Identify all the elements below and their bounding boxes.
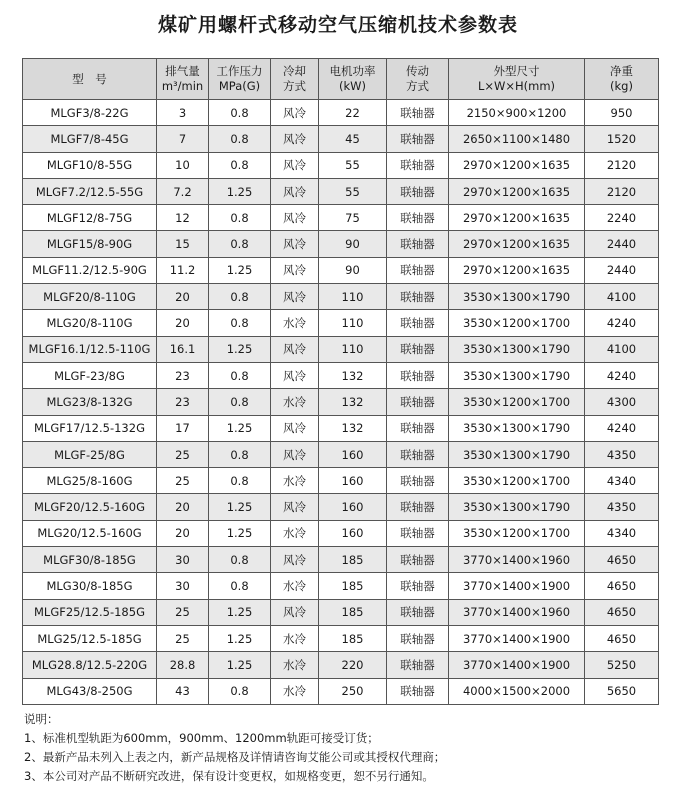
cell-pressure: 0.8 bbox=[209, 284, 271, 310]
cell-pressure: 0.8 bbox=[209, 468, 271, 494]
cell-drive: 联轴器 bbox=[387, 468, 449, 494]
cell-weight: 4100 bbox=[585, 336, 659, 362]
header-unit: (kW) bbox=[338, 79, 366, 93]
cell-model: MLGF7/8-45G bbox=[23, 126, 157, 152]
cell-cooling: 风冷 bbox=[271, 178, 319, 204]
cell-weight: 5650 bbox=[585, 678, 659, 704]
cell-drive: 联轴器 bbox=[387, 178, 449, 204]
cell-dimensions: 2650×1100×1480 bbox=[449, 126, 585, 152]
cell-displacement: 20 bbox=[157, 520, 209, 546]
cell-motor-power: 90 bbox=[319, 257, 387, 283]
cell-weight: 4350 bbox=[585, 494, 659, 520]
cell-dimensions: 2970×1200×1635 bbox=[449, 205, 585, 231]
cell-cooling: 风冷 bbox=[271, 336, 319, 362]
cell-model: MLGF17/12.5-132G bbox=[23, 415, 157, 441]
page-title: 煤矿用螺杆式移动空气压缩机技术参数表 bbox=[157, 14, 518, 36]
cell-cooling: 水冷 bbox=[271, 389, 319, 415]
cell-motor-power: 75 bbox=[319, 205, 387, 231]
cell-displacement: 20 bbox=[157, 494, 209, 520]
table-row bbox=[23, 494, 659, 520]
cell-motor-power: 250 bbox=[319, 678, 387, 704]
cell-weight: 4350 bbox=[585, 441, 659, 467]
cell-drive: 联轴器 bbox=[387, 415, 449, 441]
cell-displacement: 16.1 bbox=[157, 336, 209, 362]
cell-cooling: 水冷 bbox=[271, 468, 319, 494]
cell-drive: 联轴器 bbox=[387, 336, 449, 362]
cell-pressure: 0.8 bbox=[209, 573, 271, 599]
cell-cooling: 水冷 bbox=[271, 678, 319, 704]
cell-motor-power: 160 bbox=[319, 520, 387, 546]
header-model bbox=[23, 59, 157, 100]
cell-motor-power: 160 bbox=[319, 494, 387, 520]
cell-dimensions: 3530×1200×1700 bbox=[449, 468, 585, 494]
cell-weight: 4340 bbox=[585, 520, 659, 546]
cell-pressure: 1.25 bbox=[209, 415, 271, 441]
cell-pressure: 0.8 bbox=[209, 310, 271, 336]
cell-dimensions: 3530×1200×1700 bbox=[449, 310, 585, 336]
cell-drive: 联轴器 bbox=[387, 257, 449, 283]
cell-drive: 联轴器 bbox=[387, 310, 449, 336]
spec-table bbox=[22, 58, 659, 705]
cell-displacement: 43 bbox=[157, 678, 209, 704]
table-row bbox=[23, 652, 659, 678]
cell-motor-power: 22 bbox=[319, 100, 387, 126]
table-row bbox=[23, 231, 659, 257]
cell-motor-power: 110 bbox=[319, 336, 387, 362]
cell-drive: 联轴器 bbox=[387, 231, 449, 257]
cell-motor-power: 160 bbox=[319, 468, 387, 494]
cell-dimensions: 3530×1200×1700 bbox=[449, 389, 585, 415]
cell-displacement: 30 bbox=[157, 573, 209, 599]
table-body bbox=[23, 100, 659, 705]
cell-motor-power: 132 bbox=[319, 389, 387, 415]
cell-cooling: 风冷 bbox=[271, 152, 319, 178]
cell-cooling: 水冷 bbox=[271, 520, 319, 546]
cell-pressure: 0.8 bbox=[209, 126, 271, 152]
cell-model: MLG25/12.5-185G bbox=[23, 625, 157, 651]
table-row bbox=[23, 205, 659, 231]
header-unit: (kg) bbox=[610, 79, 633, 93]
cell-pressure: 0.8 bbox=[209, 362, 271, 388]
cell-drive: 联轴器 bbox=[387, 599, 449, 625]
cell-motor-power: 90 bbox=[319, 231, 387, 257]
cell-cooling: 风冷 bbox=[271, 205, 319, 231]
table-row bbox=[23, 336, 659, 362]
cell-pressure: 1.25 bbox=[209, 652, 271, 678]
cell-drive: 联轴器 bbox=[387, 152, 449, 178]
cell-pressure: 0.8 bbox=[209, 231, 271, 257]
cell-model: MLGF10/8-55G bbox=[23, 152, 157, 178]
cell-dimensions: 4000×1500×2000 bbox=[449, 678, 585, 704]
cell-weight: 4650 bbox=[585, 573, 659, 599]
cell-model: MLGF-23/8G bbox=[23, 362, 157, 388]
header-line: 净重 bbox=[610, 64, 633, 78]
cell-motor-power: 132 bbox=[319, 415, 387, 441]
cell-drive: 联轴器 bbox=[387, 362, 449, 388]
cell-drive: 联轴器 bbox=[387, 547, 449, 573]
cell-dimensions: 3530×1300×1790 bbox=[449, 494, 585, 520]
cell-pressure: 0.8 bbox=[209, 100, 271, 126]
cell-weight: 4240 bbox=[585, 415, 659, 441]
cell-dimensions: 3530×1300×1790 bbox=[449, 415, 585, 441]
table-row bbox=[23, 389, 659, 415]
cell-dimensions: 3530×1300×1790 bbox=[449, 441, 585, 467]
table-row bbox=[23, 415, 659, 441]
cell-pressure: 1.25 bbox=[209, 178, 271, 204]
cell-pressure: 0.8 bbox=[209, 389, 271, 415]
cell-weight: 950 bbox=[585, 100, 659, 126]
cell-dimensions: 2970×1200×1635 bbox=[449, 257, 585, 283]
cell-motor-power: 185 bbox=[319, 573, 387, 599]
cell-model: MLGF3/8-22G bbox=[23, 100, 157, 126]
cell-motor-power: 220 bbox=[319, 652, 387, 678]
cell-displacement: 20 bbox=[157, 284, 209, 310]
cell-motor-power: 160 bbox=[319, 441, 387, 467]
cell-drive: 联轴器 bbox=[387, 573, 449, 599]
cell-weight: 2440 bbox=[585, 231, 659, 257]
cell-weight: 4340 bbox=[585, 468, 659, 494]
header-weight bbox=[585, 59, 659, 100]
cell-model: MLGF15/8-90G bbox=[23, 231, 157, 257]
cell-pressure: 1.25 bbox=[209, 599, 271, 625]
cell-weight: 4650 bbox=[585, 547, 659, 573]
cell-drive: 联轴器 bbox=[387, 441, 449, 467]
cell-displacement: 7 bbox=[157, 126, 209, 152]
cell-dimensions: 3770×1400×1960 bbox=[449, 599, 585, 625]
cell-pressure: 1.25 bbox=[209, 520, 271, 546]
cell-weight: 2120 bbox=[585, 178, 659, 204]
cell-cooling: 风冷 bbox=[271, 362, 319, 388]
cell-drive: 联轴器 bbox=[387, 126, 449, 152]
cell-cooling: 风冷 bbox=[271, 415, 319, 441]
table-header-row bbox=[23, 59, 659, 100]
cell-weight: 2120 bbox=[585, 152, 659, 178]
cell-displacement: 23 bbox=[157, 362, 209, 388]
table-row bbox=[23, 152, 659, 178]
cell-displacement: 28.8 bbox=[157, 652, 209, 678]
cell-weight: 2440 bbox=[585, 257, 659, 283]
cell-displacement: 25 bbox=[157, 468, 209, 494]
cell-model: MLGF25/12.5-185G bbox=[23, 599, 157, 625]
cell-model: MLGF12/8-75G bbox=[23, 205, 157, 231]
cell-drive: 联轴器 bbox=[387, 625, 449, 651]
table-row bbox=[23, 257, 659, 283]
cell-displacement: 25 bbox=[157, 441, 209, 467]
header-cooling bbox=[271, 59, 319, 100]
cell-cooling: 风冷 bbox=[271, 599, 319, 625]
cell-drive: 联轴器 bbox=[387, 520, 449, 546]
cell-cooling: 风冷 bbox=[271, 231, 319, 257]
cell-pressure: 1.25 bbox=[209, 336, 271, 362]
cell-model: MLG28.8/12.5-220G bbox=[23, 652, 157, 678]
cell-displacement: 25 bbox=[157, 625, 209, 651]
cell-dimensions: 2150×900×1200 bbox=[449, 100, 585, 126]
cell-motor-power: 45 bbox=[319, 126, 387, 152]
cell-motor-power: 110 bbox=[319, 284, 387, 310]
cell-motor-power: 55 bbox=[319, 178, 387, 204]
table-row bbox=[23, 126, 659, 152]
cell-cooling: 风冷 bbox=[271, 547, 319, 573]
note-item: 3、本公司对产品不断研究改进，保有设计变更权，如规格变更，恕不另行通知。 bbox=[24, 769, 434, 783]
cell-dimensions: 3530×1300×1790 bbox=[449, 284, 585, 310]
header-line: 外型尺寸 bbox=[493, 64, 540, 78]
cell-motor-power: 110 bbox=[319, 310, 387, 336]
table-row bbox=[23, 310, 659, 336]
cell-cooling: 水冷 bbox=[271, 573, 319, 599]
table-row bbox=[23, 678, 659, 704]
header-line: 工作压力 bbox=[216, 64, 263, 78]
note-item: 1、标准机型轨距为600mm，900mm、1200mm轨距可接受订货； bbox=[24, 731, 379, 745]
cell-pressure: 1.25 bbox=[209, 494, 271, 520]
cell-cooling: 风冷 bbox=[271, 126, 319, 152]
table-row bbox=[23, 468, 659, 494]
table-row bbox=[23, 599, 659, 625]
cell-displacement: 30 bbox=[157, 547, 209, 573]
cell-model: MLGF7.2/12.5-55G bbox=[23, 178, 157, 204]
cell-weight: 2240 bbox=[585, 205, 659, 231]
cell-cooling: 风冷 bbox=[271, 284, 319, 310]
cell-drive: 联轴器 bbox=[387, 678, 449, 704]
cell-motor-power: 185 bbox=[319, 547, 387, 573]
cell-displacement: 10 bbox=[157, 152, 209, 178]
cell-motor-power: 185 bbox=[319, 599, 387, 625]
header-unit: 方式 bbox=[406, 79, 429, 93]
cell-dimensions: 3530×1300×1790 bbox=[449, 362, 585, 388]
cell-model: MLG43/8-250G bbox=[23, 678, 157, 704]
cell-dimensions: 3770×1400×1900 bbox=[449, 652, 585, 678]
header-displacement bbox=[157, 59, 209, 100]
header-unit: MPa(G) bbox=[218, 79, 261, 93]
cell-weight: 1520 bbox=[585, 126, 659, 152]
header-line: 型 号 bbox=[72, 71, 107, 86]
cell-cooling: 风冷 bbox=[271, 257, 319, 283]
table-row bbox=[23, 284, 659, 310]
table-row bbox=[23, 441, 659, 467]
cell-dimensions: 2970×1200×1635 bbox=[449, 152, 585, 178]
cell-pressure: 1.25 bbox=[209, 625, 271, 651]
cell-displacement: 20 bbox=[157, 310, 209, 336]
cell-weight: 4300 bbox=[585, 389, 659, 415]
header-drive bbox=[387, 59, 449, 100]
header-unit: m³/min bbox=[161, 79, 204, 93]
cell-model: MLGF16.1/12.5-110G bbox=[23, 336, 157, 362]
cell-cooling: 风冷 bbox=[271, 100, 319, 126]
cell-drive: 联轴器 bbox=[387, 205, 449, 231]
cell-model: MLGF-25/8G bbox=[23, 441, 157, 467]
cell-pressure: 0.8 bbox=[209, 441, 271, 467]
cell-displacement: 25 bbox=[157, 599, 209, 625]
header-pressure bbox=[209, 59, 271, 100]
cell-model: MLG20/8-110G bbox=[23, 310, 157, 336]
cell-dimensions: 3530×1200×1700 bbox=[449, 520, 585, 546]
header-line: 传动 bbox=[406, 64, 429, 78]
cell-dimensions: 3770×1400×1960 bbox=[449, 547, 585, 573]
cell-cooling: 风冷 bbox=[271, 494, 319, 520]
table-row bbox=[23, 100, 659, 126]
cell-displacement: 11.2 bbox=[157, 257, 209, 283]
cell-drive: 联轴器 bbox=[387, 494, 449, 520]
notes-section bbox=[24, 710, 445, 786]
cell-pressure: 0.8 bbox=[209, 205, 271, 231]
header-line: 冷却 bbox=[283, 64, 306, 78]
notes-heading: 说明： bbox=[24, 712, 59, 726]
cell-weight: 4240 bbox=[585, 310, 659, 336]
cell-weight: 4240 bbox=[585, 362, 659, 388]
cell-weight: 4100 bbox=[585, 284, 659, 310]
cell-drive: 联轴器 bbox=[387, 284, 449, 310]
cell-weight: 5250 bbox=[585, 652, 659, 678]
cell-cooling: 水冷 bbox=[271, 625, 319, 651]
cell-dimensions: 3530×1300×1790 bbox=[449, 336, 585, 362]
cell-dimensions: 3770×1400×1900 bbox=[449, 573, 585, 599]
cell-drive: 联轴器 bbox=[387, 389, 449, 415]
header-unit: L×W×H(mm) bbox=[477, 79, 556, 93]
header-dimensions bbox=[449, 59, 585, 100]
cell-pressure: 1.25 bbox=[209, 257, 271, 283]
table-row bbox=[23, 573, 659, 599]
cell-dimensions: 2970×1200×1635 bbox=[449, 178, 585, 204]
cell-drive: 联轴器 bbox=[387, 100, 449, 126]
header-line: 排气量 bbox=[165, 64, 200, 78]
table-row bbox=[23, 520, 659, 546]
cell-model: MLG30/8-185G bbox=[23, 573, 157, 599]
cell-model: MLG25/8-160G bbox=[23, 468, 157, 494]
cell-model: MLGF20/8-110G bbox=[23, 284, 157, 310]
cell-weight: 4650 bbox=[585, 599, 659, 625]
cell-model: MLG23/8-132G bbox=[23, 389, 157, 415]
note-item: 2、最新产品未列入上表之内，新产品规格及详情请咨询艾能公司或其授权代理商； bbox=[24, 750, 446, 764]
table-row bbox=[23, 547, 659, 573]
cell-model: MLGF30/8-185G bbox=[23, 547, 157, 573]
cell-cooling: 水冷 bbox=[271, 652, 319, 678]
cell-displacement: 15 bbox=[157, 231, 209, 257]
cell-motor-power: 132 bbox=[319, 362, 387, 388]
cell-pressure: 0.8 bbox=[209, 678, 271, 704]
table-row bbox=[23, 178, 659, 204]
cell-model: MLGF11.2/12.5-90G bbox=[23, 257, 157, 283]
table-row bbox=[23, 362, 659, 388]
cell-drive: 联轴器 bbox=[387, 652, 449, 678]
cell-model: MLGF20/12.5-160G bbox=[23, 494, 157, 520]
cell-pressure: 0.8 bbox=[209, 152, 271, 178]
cell-displacement: 23 bbox=[157, 389, 209, 415]
header-unit: 方式 bbox=[283, 79, 306, 93]
cell-motor-power: 185 bbox=[319, 625, 387, 651]
cell-displacement: 7.2 bbox=[157, 178, 209, 204]
cell-displacement: 12 bbox=[157, 205, 209, 231]
cell-pressure: 0.8 bbox=[209, 547, 271, 573]
cell-dimensions: 3770×1400×1900 bbox=[449, 625, 585, 651]
cell-weight: 4650 bbox=[585, 625, 659, 651]
header-motor-power bbox=[319, 59, 387, 100]
cell-displacement: 3 bbox=[157, 100, 209, 126]
cell-cooling: 水冷 bbox=[271, 310, 319, 336]
cell-cooling: 风冷 bbox=[271, 441, 319, 467]
table-row bbox=[23, 625, 659, 651]
cell-displacement: 17 bbox=[157, 415, 209, 441]
cell-dimensions: 2970×1200×1635 bbox=[449, 231, 585, 257]
cell-motor-power: 55 bbox=[319, 152, 387, 178]
header-line: 电机功率 bbox=[329, 64, 376, 78]
cell-model: MLG20/12.5-160G bbox=[23, 520, 157, 546]
